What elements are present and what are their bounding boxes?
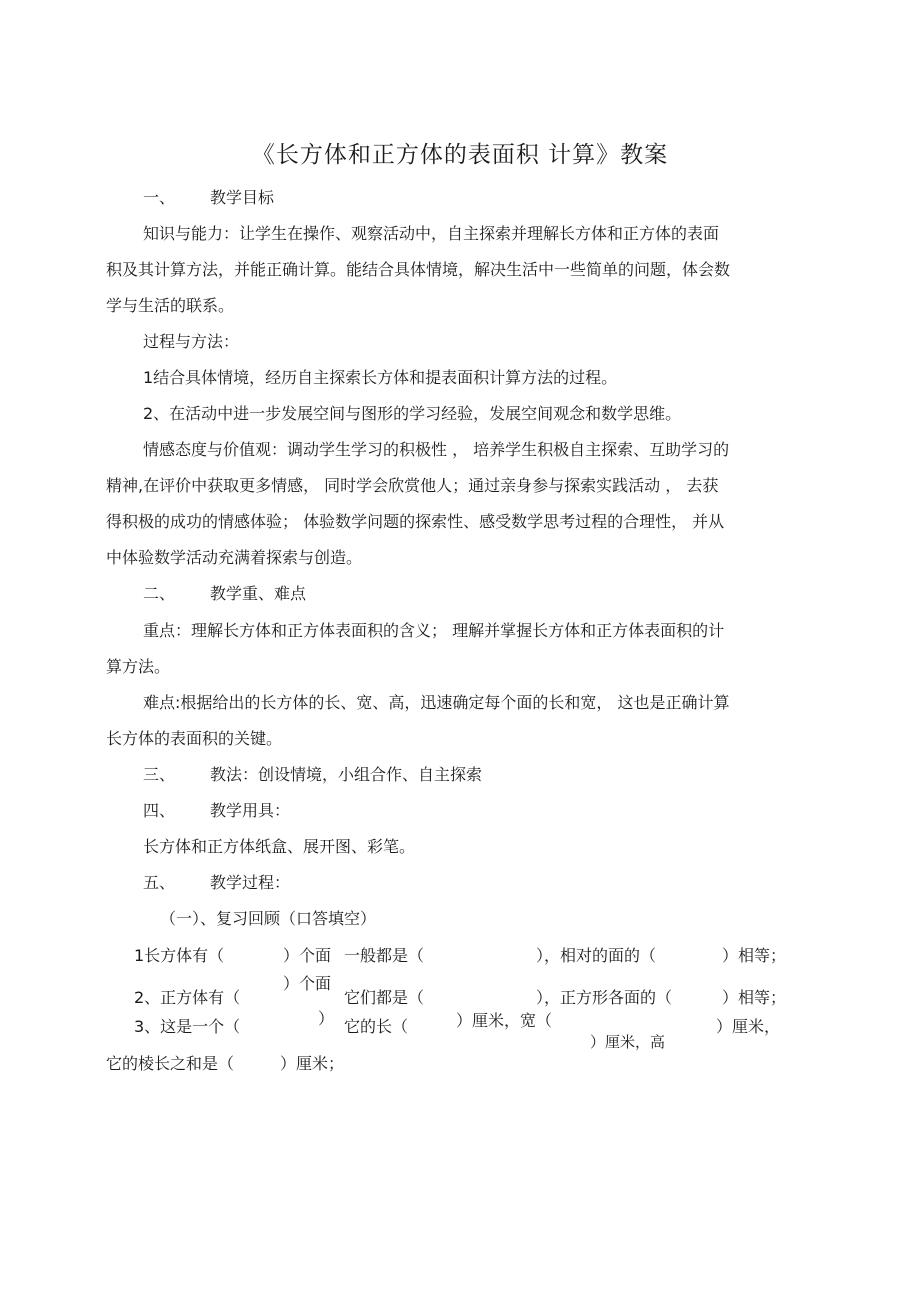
emotion-line-4: 中体验数学活动充满着探索与创造。 [106, 548, 363, 567]
document-title: 《长方体和正方体的表面积 计算》教案 [251, 142, 669, 168]
q2-part-b: ）个面 [283, 974, 332, 993]
key-point-line-1: 重点：理解长方体和正方体表面积的含义； 理解并掌握长方体和正方体表面积的计 [143, 621, 725, 640]
q3-clipped-fragment [590, 1031, 700, 1051]
q2-part-d: ），正方形各面的（ [536, 988, 673, 1007]
section2-number: 二、 [143, 584, 176, 603]
section1-number: 一、 [143, 188, 176, 207]
section3-heading: 教法：创设情境，小组合作、自主探索 [210, 765, 483, 784]
emotion-line-2: 精神,在评价中获取更多情感， 同时学会欣赏他人；通过亲身参与探索实践活动 ， 去获 [106, 476, 719, 495]
section5-heading: 教学过程： [210, 873, 291, 892]
process-item-2: 2、在活动中进一步发展空间与图形的学习经验，发展空间观念和数学思维。 [143, 404, 682, 423]
process-item-1: 1结合具体情境，经历自主探索长方体和提表面积计算方法的过程。 [143, 368, 618, 387]
key-point-line-2: 算方法。 [106, 657, 171, 676]
knowledge-line-2: 积及其计算方法，并能正确计算。能结合具体情境，解决生活中一些简单的问题，体会数 [106, 260, 731, 279]
difficulty-line-1: 难点:根据给出的长方体的长、宽、高，迅速确定每个面的长和宽， 这也是正确计算 [143, 693, 730, 712]
q3-part-g: 它的棱长之和是（ [106, 1054, 235, 1073]
q3-part-a: 3、这是一个（ [134, 1017, 241, 1036]
q1-part-e: ）相等； [722, 946, 787, 965]
section1-heading: 教学目标 [210, 188, 275, 207]
q3-part-h: ）厘米； [280, 1054, 345, 1073]
q2-part-a: 2、正方体有（ [134, 988, 241, 1007]
section4-number: 四、 [143, 801, 176, 820]
q3-part-f: ）厘米，高 [590, 1033, 666, 1051]
q3-part-e: ）厘米， [716, 1017, 781, 1036]
q1-part-b: ）个面 [283, 946, 332, 965]
review-heading: （一）、复习回顾（口答填空） [160, 909, 377, 928]
q2-part-e: ）相等； [722, 988, 787, 1007]
section5-number: 五、 [143, 873, 176, 892]
q1-part-c: 一般都是（ [344, 946, 425, 965]
section4-heading: 教学用具： [210, 801, 291, 820]
section2-heading: 教学重、难点 [210, 584, 307, 603]
q1-part-a: 1长方体有（ [134, 946, 225, 965]
teaching-tools: 长方体和正方体纸盒、展开图、彩笔。 [143, 837, 416, 856]
emotion-line-3: 得积极的成功的情感体验； 体验数学问题的探索性、感受数学思考过程的合理性， 并从 [106, 512, 725, 531]
knowledge-line-3: 学与生活的联系。 [106, 296, 235, 315]
q3-part-b: ） [318, 1009, 335, 1028]
q1-part-d: ），相对的面的（ [536, 946, 657, 965]
process-heading: 过程与方法： [143, 332, 240, 351]
emotion-line-1: 情感态度与价值观：调动学生学习的积极性 ， 培养学生积极自主探索、互助学习的 [143, 440, 730, 459]
q2-part-c: 它们都是（ [344, 988, 425, 1007]
difficulty-line-2: 长方体的表面积的关键。 [106, 729, 283, 748]
q3-part-c: 它的长（ [344, 1017, 409, 1036]
q3-part-d: ）厘米，宽（ [456, 1011, 553, 1030]
knowledge-line-1: 知识与能力：让学生在操作、观察活动中，自主探索并理解长方体和正方体的表面 [143, 224, 720, 243]
section3-number: 三、 [143, 765, 176, 784]
